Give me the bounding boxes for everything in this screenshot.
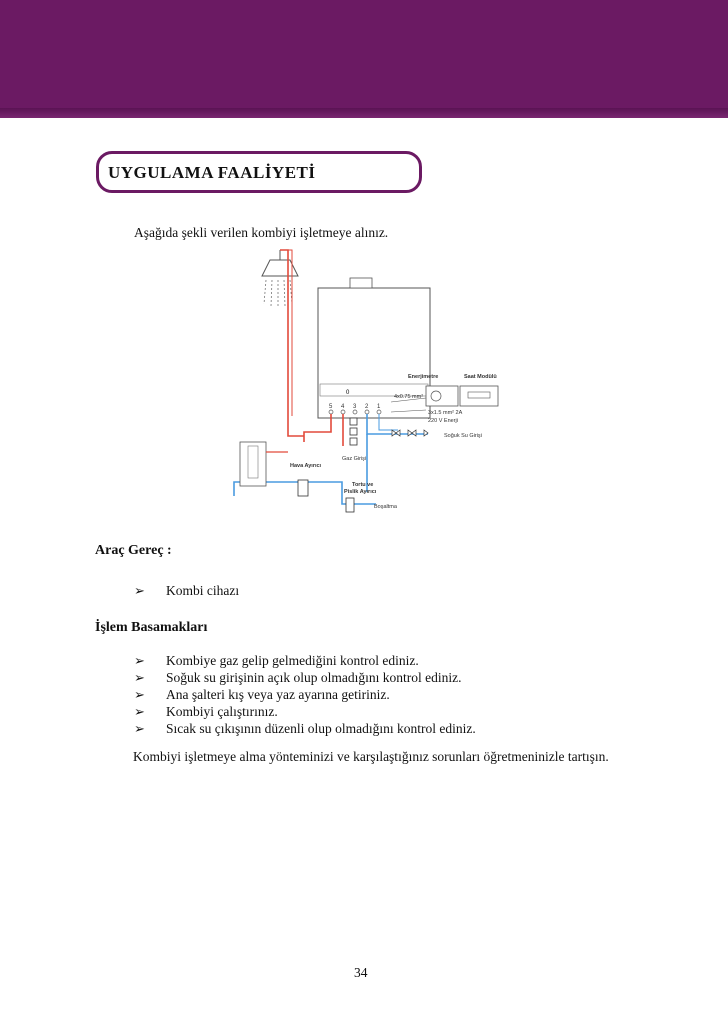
- svg-text:Enerjimetre: Enerjimetre: [408, 374, 439, 380]
- svg-text:3: 3: [353, 404, 357, 410]
- arrow-bullet-icon: ➢: [134, 670, 145, 685]
- svg-text:Soğuk Su Girişi: Soğuk Su Girişi: [444, 433, 482, 439]
- arrow-bullet-icon: ➢: [134, 583, 145, 598]
- list-item: [134, 670, 461, 686]
- svg-text:4x0.75 mm²: 4x0.75 mm²: [394, 394, 424, 400]
- svg-text:220 V Enerji: 220 V Enerji: [428, 418, 458, 424]
- svg-text:Boşaltma: Boşaltma: [374, 504, 397, 510]
- arrow-bullet-icon: ➢: [134, 704, 145, 719]
- svg-text:4: 4: [341, 404, 345, 410]
- list-item-text: Soğuk su girişinin açık olup olmadığını kontrol ediniz.: [166, 670, 462, 685]
- intro-text: Aşağıda şekli verilen kombiyi işletmeye alınız.: [134, 225, 389, 240]
- svg-text:2: 2: [365, 404, 369, 410]
- combi-installation-diagram: [228, 246, 506, 522]
- header-band: [0, 0, 728, 118]
- arrow-bullet-icon: ➢: [134, 687, 145, 702]
- section-title: UYGULAMA FAALİYETİ: [108, 163, 316, 182]
- list-item-text: Kombi cihazı: [166, 583, 240, 598]
- list-item-text: Kombiyi çalıştırınız.: [166, 704, 278, 719]
- svg-text:Tortu ve: Tortu ve: [352, 482, 374, 488]
- list-item-text: Ana şalteri kış veya yaz ayarına getiriniz.: [166, 687, 390, 702]
- svg-text:1: 1: [377, 404, 381, 410]
- arrow-bullet-icon: ➢: [134, 653, 145, 668]
- shower-head-icon: [262, 250, 298, 308]
- svg-text:5: 5: [329, 404, 333, 410]
- svg-text:Hava Ayırıcı: Hava Ayırıcı: [290, 463, 322, 469]
- svg-text:Gaz Girişi: Gaz Girişi: [342, 456, 367, 462]
- islem-heading: İşlem Basamakları: [95, 620, 208, 635]
- list-item-text: Sıcak su çıkışının düzenli olup olmadığını kontrol ediniz.: [166, 721, 476, 736]
- arac-gerec-heading: Araç Gereç :: [95, 543, 172, 558]
- radiator: [240, 442, 266, 486]
- list-item: [134, 687, 390, 703]
- svg-text:3x1.5 mm² 2A: 3x1.5 mm² 2A: [428, 410, 463, 416]
- list-item: [134, 583, 239, 599]
- list-item-text: Kombiye gaz gelip gelmediğini kontrol ediniz.: [166, 653, 419, 668]
- arrow-bullet-icon: ➢: [134, 721, 145, 736]
- list-item: [134, 653, 419, 669]
- closing-paragraph: Kombiyi işletmeye alma yönteminizi ve karşılaştığınız sorunları öğretmeninizle tartışın.: [133, 749, 609, 764]
- list-item: [134, 704, 278, 720]
- list-item: [134, 721, 476, 737]
- svg-text:Saat Modülü: Saat Modülü: [464, 374, 497, 380]
- display-value: 0: [346, 390, 350, 396]
- page-number: 34: [354, 965, 368, 980]
- svg-text:Pislik Ayırıcı: Pislik Ayırıcı: [344, 489, 377, 495]
